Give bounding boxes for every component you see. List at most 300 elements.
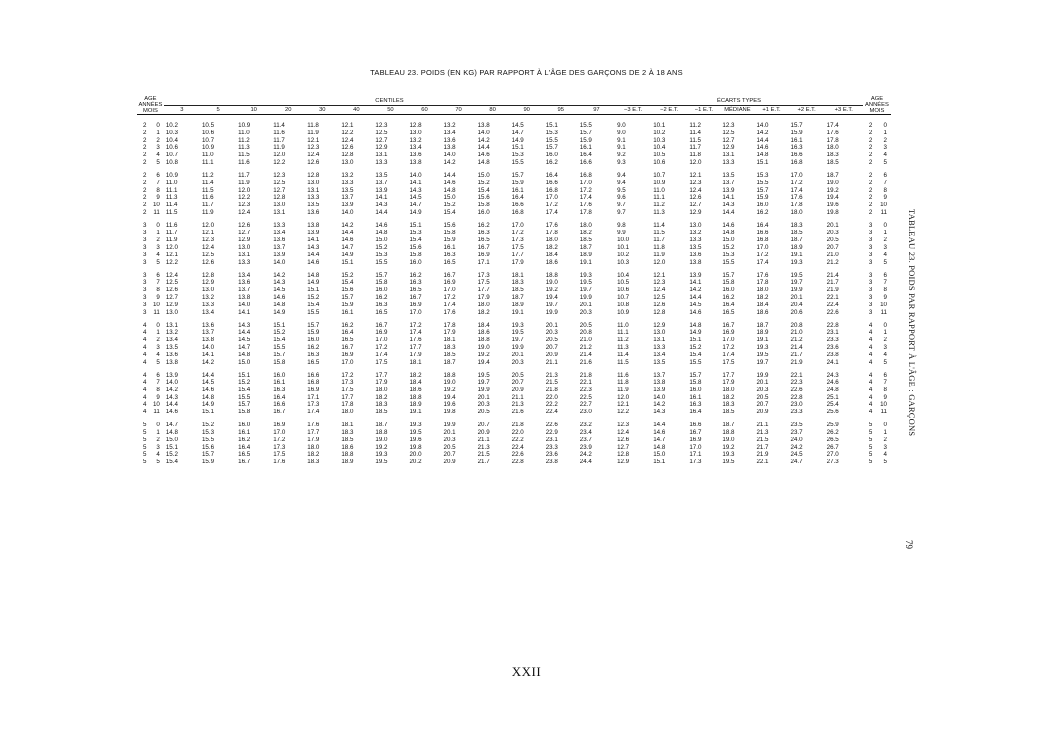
centile-value-cell: 19.0 bbox=[375, 436, 388, 444]
ecart-type-value-cell: 18.3 bbox=[722, 401, 735, 409]
ecart-type-value-cell: 22.3 bbox=[790, 379, 803, 386]
centile-value-cell: 15.1 bbox=[165, 444, 178, 451]
centile-value-cell: 13.8 bbox=[165, 358, 178, 366]
centile-value-cell: 18.9 bbox=[579, 251, 592, 259]
age-years-cell: 4 bbox=[868, 394, 873, 401]
centile-value-cell: 18.0 bbox=[341, 408, 354, 416]
table-row bbox=[137, 252, 891, 259]
centile-value-cell: 18.3 bbox=[341, 429, 354, 436]
age-months-cell: 4 bbox=[883, 351, 887, 359]
centile-value-cell: 20.5 bbox=[443, 444, 456, 451]
centile-value-cell: 14.8 bbox=[273, 301, 286, 309]
centile-value-cell: 17.7 bbox=[341, 394, 354, 401]
centile-value-cell: 19.6 bbox=[443, 401, 456, 409]
ecart-type-value-cell: 11.2 bbox=[617, 336, 629, 344]
centile-value-cell: 14.2 bbox=[443, 159, 456, 166]
centile-value-cell: 15.8 bbox=[273, 358, 286, 366]
centile-value-cell: 19.0 bbox=[477, 344, 490, 351]
centile-value-cell: 17.9 bbox=[511, 259, 524, 266]
age-months-cell: 1 bbox=[156, 329, 160, 336]
centile-value-cell: 14.0 bbox=[477, 129, 490, 137]
ecart-type-value-cell: 15.2 bbox=[722, 244, 735, 251]
centile-value-cell: 15.6 bbox=[477, 194, 490, 201]
centile-value-cell: 19.2 bbox=[443, 386, 456, 394]
table-row bbox=[137, 294, 891, 301]
ecart-type-value-cell: 12.7 bbox=[689, 201, 702, 209]
centile-value-cell: 20.1 bbox=[579, 301, 592, 309]
table-row bbox=[137, 344, 891, 351]
ecart-type-value-cell: 20.5 bbox=[826, 236, 839, 244]
age-years-cell: 4 bbox=[142, 401, 147, 409]
ecart-type-value-cell: 15.8 bbox=[689, 379, 702, 386]
centile-value-cell: 14.2 bbox=[165, 386, 178, 394]
age-years-cell: 2 bbox=[142, 194, 147, 201]
centile-value-cell: 11.8 bbox=[307, 122, 319, 129]
centile-value-cell: 15.2 bbox=[238, 379, 251, 386]
centile-value-cell: 21.5 bbox=[477, 451, 490, 459]
centile-value-cell: 16.7 bbox=[238, 458, 251, 466]
centile-value-cell: 14.9 bbox=[511, 137, 524, 144]
centile-value-cell: 18.1 bbox=[443, 336, 456, 344]
centile-value-cell: 20.9 bbox=[511, 386, 524, 394]
age-months-cell: 10 bbox=[880, 201, 887, 209]
centile-value-cell: 24.4 bbox=[579, 458, 592, 466]
centile-value-cell: 12.2 bbox=[238, 194, 251, 201]
centile-value-cell: 14.3 bbox=[165, 394, 178, 401]
age-years-cell: 5 bbox=[142, 436, 147, 444]
centile-value-cell: 14.6 bbox=[201, 386, 215, 394]
centile-value-cell: 15.1 bbox=[511, 144, 524, 151]
centile-value-cell: 15.2 bbox=[165, 451, 178, 459]
table-row bbox=[137, 422, 891, 429]
ecart-type-value-cell: 15.3 bbox=[722, 251, 735, 259]
centile-value-cell: 11.2 bbox=[238, 137, 250, 144]
centile-value-cell: 14.0 bbox=[201, 344, 215, 351]
ecart-type-value-cell: 10.7 bbox=[653, 172, 666, 179]
table-row bbox=[137, 322, 891, 329]
ecart-type-value-cell: 23.0 bbox=[790, 401, 803, 409]
centile-value-cell: 17.3 bbox=[307, 401, 320, 409]
ecart-type-header: +2 E.T. bbox=[797, 107, 816, 114]
centile-value-cell: 22.0 bbox=[545, 394, 558, 401]
ecart-type-value-cell: 11.3 bbox=[653, 209, 665, 216]
centile-value-cell: 11.6 bbox=[165, 222, 178, 229]
age-months-cell: 3 bbox=[883, 244, 887, 251]
centile-value-cell: 16.3 bbox=[307, 351, 320, 359]
centile-value-cell: 20.3 bbox=[477, 401, 490, 409]
centile-value-cell: 15.8 bbox=[238, 408, 251, 416]
centile-value-cell: 14.9 bbox=[341, 251, 354, 259]
ecart-type-value-cell: 15.1 bbox=[653, 458, 666, 466]
ecart-type-value-cell: 19.2 bbox=[826, 186, 839, 194]
ecart-type-value-cell: 18.8 bbox=[722, 429, 735, 436]
ecart-type-value-cell: 15.5 bbox=[756, 179, 769, 187]
centile-value-cell: 20.2 bbox=[409, 458, 422, 466]
ecart-type-value-cell: 11.4 bbox=[689, 129, 701, 137]
centile-value-cell: 14.4 bbox=[477, 144, 490, 151]
centile-value-cell: 23.9 bbox=[579, 444, 592, 451]
ecart-type-value-cell: 13.5 bbox=[722, 172, 735, 179]
centile-value-cell: 16.6 bbox=[579, 159, 592, 166]
ecart-type-value-cell: 12.1 bbox=[689, 172, 702, 179]
centile-value-cell: 16.7 bbox=[341, 344, 354, 351]
centile-value-cell: 10.9 bbox=[165, 172, 178, 179]
ecart-type-value-cell: 23.3 bbox=[790, 408, 803, 416]
ecart-type-value-cell: 10.3 bbox=[617, 259, 630, 266]
centile-value-cell: 15.7 bbox=[307, 321, 320, 329]
centile-value-cell: 12.6 bbox=[238, 222, 251, 229]
ecart-type-value-cell: 10.6 bbox=[653, 159, 666, 166]
age-months-cell: 9 bbox=[883, 294, 887, 301]
ecart-type-value-cell: 13.5 bbox=[653, 358, 666, 366]
ecart-type-value-cell: 11.2 bbox=[689, 122, 701, 129]
ecart-type-value-cell: 22.1 bbox=[790, 371, 803, 379]
centile-value-cell: 19.3 bbox=[375, 451, 388, 459]
centile-value-cell: 19.7 bbox=[545, 301, 558, 309]
table-row bbox=[137, 180, 891, 187]
centile-value-cell: 19.7 bbox=[477, 379, 490, 386]
centile-value-cell: 15.7 bbox=[341, 294, 354, 301]
ecart-type-value-cell: 11.8 bbox=[617, 379, 629, 386]
centile-value-cell: 17.1 bbox=[307, 394, 320, 401]
age-years-cell: 4 bbox=[142, 386, 147, 394]
centile-value-cell: 13.4 bbox=[409, 144, 422, 151]
centile-value-cell: 12.2 bbox=[341, 129, 354, 137]
ecart-type-value-cell: 14.8 bbox=[756, 151, 769, 159]
ecart-type-value-cell: 15.4 bbox=[689, 351, 702, 359]
ecart-type-value-cell: 18.3 bbox=[790, 222, 803, 229]
centile-value-cell: 13.5 bbox=[165, 344, 178, 351]
ecart-type-value-cell: 21.5 bbox=[756, 436, 769, 444]
age-years-cell: 2 bbox=[868, 172, 873, 179]
centile-value-cell: 18.5 bbox=[579, 236, 592, 244]
age-months-cell: 9 bbox=[883, 194, 887, 201]
ecart-type-value-cell: 17.6 bbox=[826, 129, 839, 137]
centile-value-cell: 16.7 bbox=[477, 244, 490, 251]
table-row bbox=[137, 459, 891, 466]
centile-value-cell: 14.5 bbox=[409, 194, 422, 201]
age-years-cell: 4 bbox=[142, 371, 147, 379]
ecart-type-value-cell: 16.2 bbox=[756, 209, 769, 216]
centile-value-cell: 15.7 bbox=[273, 351, 286, 359]
centile-value-cell: 15.7 bbox=[375, 272, 388, 279]
centile-value-cell: 13.7 bbox=[238, 286, 251, 294]
ecart-type-value-cell: 14.0 bbox=[653, 394, 666, 401]
centile-value-cell: 13.7 bbox=[375, 179, 388, 187]
centile-value-cell: 17.8 bbox=[579, 209, 592, 216]
age-months-cell: 8 bbox=[883, 186, 887, 194]
centile-value-cell: 14.7 bbox=[341, 244, 354, 251]
centile-value-cell: 18.2 bbox=[579, 229, 592, 237]
centile-value-cell: 17.3 bbox=[477, 272, 490, 279]
ecart-type-value-cell: 22.4 bbox=[826, 301, 839, 309]
ecart-type-value-cell: 10.2 bbox=[653, 129, 666, 137]
table-row bbox=[137, 279, 891, 286]
centile-value-cell: 11.1 bbox=[165, 186, 178, 194]
centile-value-cell: 12.3 bbox=[238, 201, 251, 209]
centile-value-cell: 13.1 bbox=[307, 186, 320, 194]
centile-value-cell: 18.2 bbox=[409, 371, 422, 379]
ecart-type-value-cell: 20.1 bbox=[826, 222, 839, 229]
centile-value-cell: 19.2 bbox=[477, 351, 490, 359]
ecart-type-value-cell: 11.8 bbox=[653, 244, 665, 251]
age-years-cell: 2 bbox=[868, 122, 873, 129]
centile-value-cell: 13.2 bbox=[341, 172, 354, 179]
ecart-type-value-cell: 19.8 bbox=[826, 209, 839, 216]
age-years-cell: 3 bbox=[142, 294, 147, 301]
ecart-type-value-cell: 11.5 bbox=[653, 229, 665, 237]
centile-value-cell: 16.2 bbox=[238, 436, 251, 444]
centile-value-cell: 10.6 bbox=[165, 144, 178, 151]
centile-value-cell: 17.9 bbox=[375, 379, 388, 386]
centile-value-cell: 12.1 bbox=[307, 137, 320, 144]
ecart-type-value-cell: 24.7 bbox=[790, 458, 803, 466]
ecart-type-value-cell: 10.6 bbox=[617, 286, 630, 294]
ecart-type-value-cell: 19.3 bbox=[722, 451, 735, 459]
centile-value-cell: 18.0 bbox=[307, 444, 320, 451]
centile-header: 10 bbox=[250, 107, 257, 114]
age-years-cell: 4 bbox=[868, 386, 873, 394]
ecart-type-value-cell: 15.9 bbox=[756, 194, 769, 201]
ecart-type-value-cell: 16.0 bbox=[689, 386, 702, 394]
table-row bbox=[137, 122, 891, 129]
ecart-type-value-cell: 19.9 bbox=[756, 371, 769, 379]
centile-value-cell: 11.2 bbox=[201, 172, 214, 179]
centile-value-cell: 13.4 bbox=[165, 336, 178, 344]
centile-value-cell: 12.3 bbox=[307, 144, 320, 151]
centile-value-cell: 16.5 bbox=[375, 309, 388, 316]
centile-value-cell: 17.6 bbox=[443, 309, 456, 316]
table-row bbox=[137, 444, 891, 451]
ecart-type-value-cell: 9.1 bbox=[617, 137, 626, 144]
centile-value-cell: 18.4 bbox=[477, 321, 490, 329]
centile-value-cell: 16.0 bbox=[375, 286, 388, 294]
centile-value-cell: 15.0 bbox=[477, 172, 490, 179]
age-months-cell: 4 bbox=[883, 451, 887, 459]
centile-value-cell: 19.5 bbox=[409, 429, 422, 436]
centile-value-cell: 12.5 bbox=[201, 251, 215, 259]
ecart-type-value-cell: 21.1 bbox=[756, 421, 769, 429]
centile-value-cell: 14.6 bbox=[341, 236, 354, 244]
ecart-type-value-cell: 17.3 bbox=[689, 458, 702, 466]
centile-value-cell: 15.9 bbox=[579, 137, 592, 144]
centile-value-cell: 11.7 bbox=[238, 172, 250, 179]
ecart-type-value-cell: 17.9 bbox=[722, 379, 735, 386]
ecart-type-value-cell: 25.9 bbox=[826, 421, 839, 429]
centile-value-cell: 18.7 bbox=[443, 358, 456, 366]
centile-value-cell: 16.5 bbox=[341, 336, 354, 344]
centile-value-cell: 16.4 bbox=[273, 394, 286, 401]
age-years-cell: 2 bbox=[142, 137, 147, 144]
centile-value-cell: 15.9 bbox=[201, 458, 215, 466]
centile-value-cell: 11.4 bbox=[165, 201, 178, 209]
ecart-type-value-cell: 19.2 bbox=[722, 444, 735, 451]
ecart-type-value-cell: 16.8 bbox=[756, 236, 769, 244]
centile-value-cell: 16.4 bbox=[545, 172, 558, 179]
ecart-type-value-cell: 15.5 bbox=[689, 358, 702, 366]
ecart-type-value-cell: 12.9 bbox=[722, 144, 735, 151]
centile-value-cell: 21.3 bbox=[545, 371, 558, 379]
centile-value-cell: 21.1 bbox=[511, 394, 524, 401]
centile-value-cell: 18.8 bbox=[443, 371, 456, 379]
centile-value-cell: 18.2 bbox=[545, 244, 558, 251]
centile-value-cell: 19.9 bbox=[511, 344, 524, 351]
centile-value-cell: 16.5 bbox=[307, 358, 320, 366]
centile-value-cell: 23.3 bbox=[545, 444, 558, 451]
ecart-type-value-cell: 12.4 bbox=[653, 286, 666, 294]
ecart-type-value-cell: 10.1 bbox=[653, 122, 666, 129]
ecart-type-value-cell: 11.9 bbox=[617, 386, 629, 394]
centile-value-cell: 10.2 bbox=[165, 122, 178, 129]
age-years-cell: 3 bbox=[868, 222, 873, 229]
ecart-type-value-cell: 9.7 bbox=[617, 201, 626, 209]
centile-value-cell: 23.7 bbox=[579, 436, 592, 444]
centile-value-cell: 21.5 bbox=[545, 379, 558, 386]
ecart-type-value-cell: 17.1 bbox=[689, 451, 702, 459]
ecart-type-value-cell: 15.0 bbox=[653, 451, 666, 459]
centile-value-cell: 14.8 bbox=[201, 394, 215, 401]
centile-value-cell: 23.1 bbox=[545, 436, 558, 444]
centile-value-cell: 12.3 bbox=[375, 122, 388, 129]
centile-value-cell: 20.3 bbox=[511, 358, 524, 366]
centile-value-cell: 10.6 bbox=[201, 129, 215, 137]
centile-value-cell: 15.3 bbox=[375, 251, 388, 259]
age-months-cell: 0 bbox=[156, 321, 160, 329]
ecart-type-value-cell: 13.4 bbox=[653, 351, 666, 359]
ecart-type-value-cell: 21.4 bbox=[826, 272, 839, 279]
centile-value-cell: 17.0 bbox=[341, 358, 354, 366]
age-years-cell: 2 bbox=[868, 151, 873, 159]
table-row bbox=[137, 409, 891, 416]
centile-value-cell: 12.5 bbox=[273, 179, 286, 187]
ecart-type-value-cell: 18.5 bbox=[790, 229, 803, 237]
centile-value-cell: 19.0 bbox=[443, 379, 456, 386]
centile-value-cell: 15.4 bbox=[409, 236, 422, 244]
age-months-cell: 6 bbox=[156, 172, 160, 179]
centile-value-cell: 15.3 bbox=[201, 429, 215, 436]
ecart-type-value-cell: 14.4 bbox=[722, 209, 735, 216]
age-years-cell: 2 bbox=[142, 144, 147, 151]
ecart-type-value-cell: 24.3 bbox=[826, 371, 839, 379]
ecart-type-value-cell: 18.7 bbox=[826, 172, 839, 179]
centile-value-cell: 15.1 bbox=[238, 371, 251, 379]
centile-value-cell: 14.4 bbox=[238, 329, 251, 336]
centile-header: 50 bbox=[387, 107, 394, 114]
centile-value-cell: 13.7 bbox=[341, 194, 354, 201]
table-row bbox=[137, 137, 891, 144]
centile-value-cell: 18.8 bbox=[375, 429, 388, 436]
centile-value-cell: 16.3 bbox=[443, 251, 456, 259]
centile-value-cell: 15.3 bbox=[545, 129, 558, 137]
ecart-type-value-cell: 21.2 bbox=[790, 336, 803, 344]
table-row bbox=[137, 202, 891, 209]
table-row bbox=[137, 222, 891, 229]
ecart-type-value-cell: 9.5 bbox=[617, 186, 626, 194]
ecart-type-value-cell: 15.7 bbox=[790, 122, 803, 129]
centile-value-cell: 13.1 bbox=[375, 151, 388, 159]
age-months-cell: 4 bbox=[156, 351, 160, 359]
centile-value-cell: 14.4 bbox=[341, 229, 354, 237]
centile-value-cell: 14.4 bbox=[443, 172, 456, 179]
centile-value-cell: 22.2 bbox=[511, 436, 524, 444]
ecart-type-value-cell: 23.1 bbox=[826, 329, 839, 336]
centile-value-cell: 11.6 bbox=[238, 159, 250, 166]
ecart-type-value-cell: 15.0 bbox=[722, 236, 735, 244]
centile-value-cell: 12.9 bbox=[238, 236, 251, 244]
ecart-type-value-cell: 21.7 bbox=[790, 351, 803, 359]
ecart-type-value-cell: 25.4 bbox=[826, 401, 839, 409]
ecart-type-value-cell: 16.6 bbox=[756, 229, 769, 237]
ecart-type-value-cell: 14.1 bbox=[689, 279, 702, 287]
age-months-cell: 5 bbox=[883, 458, 887, 466]
ecart-type-value-cell: 26.7 bbox=[826, 444, 839, 451]
centile-value-cell: 15.1 bbox=[273, 321, 286, 329]
centile-value-cell: 17.0 bbox=[273, 429, 286, 436]
ecart-type-value-cell: 10.4 bbox=[653, 144, 666, 151]
centile-value-cell: 16.5 bbox=[238, 451, 251, 459]
centile-value-cell: 17.5 bbox=[273, 451, 286, 459]
ecart-type-value-cell: 12.1 bbox=[617, 401, 630, 409]
centile-value-cell: 11.0 bbox=[238, 129, 250, 137]
age-years-cell: 3 bbox=[142, 272, 147, 279]
age-months-cell: 2 bbox=[156, 236, 160, 244]
centile-value-cell: 22.0 bbox=[511, 429, 524, 436]
centile-value-cell: 17.0 bbox=[579, 179, 592, 187]
centile-value-cell: 22.6 bbox=[545, 421, 558, 429]
ecart-type-value-cell: 13.1 bbox=[653, 336, 666, 344]
centile-value-cell: 16.5 bbox=[443, 259, 456, 266]
centile-value-cell: 19.1 bbox=[409, 408, 422, 416]
ecart-type-value-cell: 14.8 bbox=[722, 229, 735, 237]
centile-value-cell: 18.5 bbox=[375, 408, 388, 416]
ecart-type-value-cell: 18.5 bbox=[826, 159, 839, 166]
ecart-type-value-cell: 15.7 bbox=[722, 272, 735, 279]
age-years-cell: 3 bbox=[142, 309, 147, 316]
centile-value-cell: 19.8 bbox=[443, 408, 456, 416]
ecart-type-value-cell: 10.1 bbox=[617, 244, 630, 251]
centile-value-cell: 15.1 bbox=[307, 286, 320, 294]
ecart-type-value-cell: 19.3 bbox=[756, 344, 769, 351]
centile-value-cell: 21.1 bbox=[477, 436, 490, 444]
centile-value-cell: 13.5 bbox=[307, 201, 320, 209]
age-years-cell: 3 bbox=[868, 309, 873, 316]
ecart-type-value-cell: 12.0 bbox=[689, 159, 702, 166]
ecart-type-value-cell: 13.7 bbox=[653, 371, 666, 379]
ecart-type-value-cell: 16.6 bbox=[689, 421, 702, 429]
age-months-cell: 11 bbox=[153, 209, 160, 216]
centile-value-cell: 16.7 bbox=[273, 408, 286, 416]
ecart-type-value-cell: 16.0 bbox=[756, 201, 769, 209]
centile-value-cell: 15.1 bbox=[409, 222, 422, 229]
ecart-type-value-cell: 24.5 bbox=[790, 451, 803, 459]
age-years-cell: 2 bbox=[868, 186, 873, 194]
ecart-type-value-cell: 12.9 bbox=[653, 321, 666, 329]
ecart-type-value-cell: 23.5 bbox=[790, 421, 803, 429]
ecart-type-value-cell: 17.8 bbox=[756, 279, 769, 287]
centile-value-cell: 17.6 bbox=[273, 458, 286, 466]
age-years-cell: 4 bbox=[142, 394, 147, 401]
ecart-type-value-cell: 16.3 bbox=[790, 144, 803, 151]
ecart-type-value-cell: 18.0 bbox=[826, 144, 839, 151]
ecart-type-header: −1 E.T. bbox=[694, 107, 713, 114]
centile-value-cell: 11.7 bbox=[201, 201, 214, 209]
ecart-type-value-cell: 11.5 bbox=[689, 137, 701, 144]
age-years-cell: 5 bbox=[142, 451, 147, 459]
centile-value-cell: 19.2 bbox=[545, 286, 558, 294]
ecart-type-value-cell: 13.9 bbox=[722, 186, 735, 194]
centile-header: 90 bbox=[523, 107, 530, 114]
centile-value-cell: 18.9 bbox=[511, 301, 524, 309]
